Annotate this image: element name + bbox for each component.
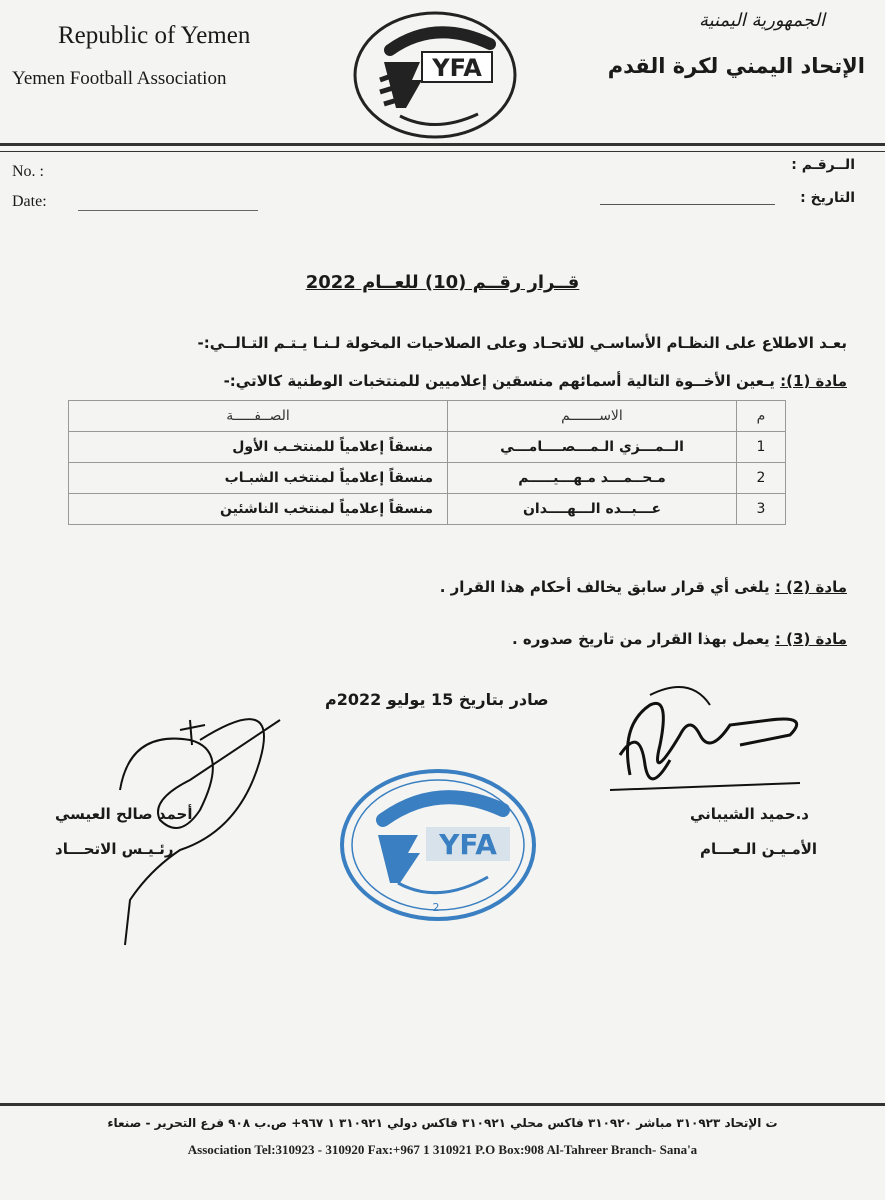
number-label: No. : [12,163,44,180]
stamp-number: 2 [432,901,440,914]
table-row [69,432,786,463]
logo-text: YFA [432,54,482,82]
date-underline [78,210,258,211]
footer-english-contact: Association Tel:310923 - 310920 Fax:+967 1 310921 P.O Box:908 Al-Tahreer Branch- Sana'a [187,1142,698,1157]
arabic-date-label: التاريخ : [800,190,855,206]
header-number: م [737,401,786,432]
row-name: الــمـــزي الـمـــصــــامـــي [448,432,737,463]
arabic-date-underline [600,204,775,205]
article-3 [512,630,847,648]
secretary-title: الأمـيـن الـعـــام [700,840,818,858]
row-number: 2 [737,463,786,494]
president-signature [80,700,320,950]
row-name: مـحــمـــد مـهـــيـــــم [448,463,737,494]
decision-title: قــرار رقــم (10) للعــام 2022 [305,272,580,293]
date-label: Date: [12,193,47,210]
article-1 [224,372,847,390]
president-title: رئـيـس الاتحـــاد [55,840,174,858]
footer-rule [0,1103,885,1106]
article-2 [440,578,847,596]
header-rule-thick [0,143,885,146]
president-name: أحمد صالح العيسي [55,805,193,823]
header-arabic-country: الجمهورية اليمنية [698,10,825,31]
header-english-association: Yemen Football Association [12,68,227,89]
header-arabic-association: الإتحاد اليمني لكرة القدم [607,54,865,78]
article-3-text: يعمل بهذا القرار من تاريخ صدوره . [511,630,770,648]
table-row [69,463,786,494]
coordinators-table [68,400,786,525]
article-1-label: مادة (1): [780,372,847,390]
table-header-row [69,401,786,432]
yfa-logo [350,10,520,140]
issue-date: صادر بتاريخ 15 يوليو 2022م [325,690,549,709]
article-3-label: مادة (3) : [774,630,847,648]
row-role: منسقاً إعلامياً للمنتخـب الأول [69,432,448,463]
article-2-text: يلغى أي قرار سابق يخالف أحكام هذا القرار . [439,578,770,596]
table-row [69,494,786,525]
decision-preamble: بعـد الاطلاع على النظـام الأساسـي للاتحـاد وعلى الصلاحيات المخولة لـنـا يـتـم التـالــي:- [197,334,847,352]
secretary-signature [590,665,820,815]
arabic-number-label: الــرقـم : [791,157,855,173]
row-name: عـــبــده الـــهــــدان [448,494,737,525]
secretary-name: د.حميد الشيباني [690,805,809,823]
stamp-text: YFA [439,828,497,861]
article-2-label: مادة (2) : [774,578,847,596]
official-stamp [338,765,538,925]
header-role: الصــفـــــة [69,401,448,432]
row-number: 3 [737,494,786,525]
row-number: 1 [737,432,786,463]
footer-arabic-contact: ت الإتحاد ٣١٠٩٢٣ مباشر ٣١٠٩٢٠ فاكس محلي ٣١٠٩٢١ فاكس دولي ٣١٠٩٢١ ١ ٩٦٧+ ص.ب ٩٠٨ فرع التحرير - صنعاء [107,1116,778,1130]
header-name: الاســـــــم [448,401,737,432]
header-english-country: Republic of Yemen [58,22,251,49]
row-role: منسقاً إعلامياً لمنتخب الشبـاب [69,463,448,494]
article-1-text: يـعين الأخــوة التالية أسمائهم منسقين إعلاميين للمنتخبات الوطنية كالاتي:- [223,372,775,390]
row-role: منسقاً إعلامياً لمنتخب الناشئين [69,494,448,525]
header-rule-thin [0,151,885,152]
